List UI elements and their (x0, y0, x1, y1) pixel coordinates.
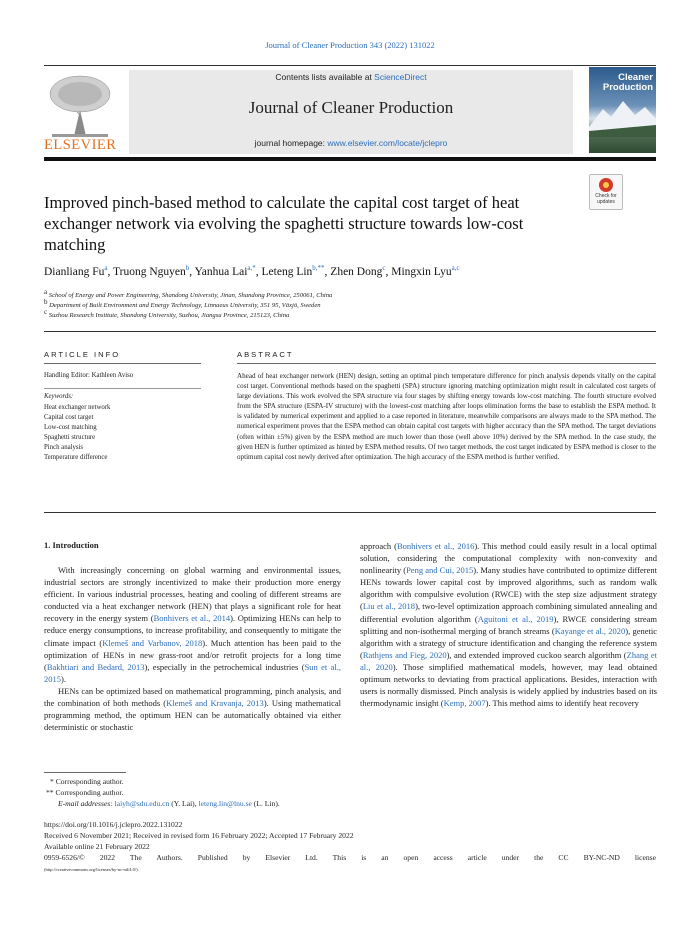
citation-link[interactable]: Bonhivers et al., 2014 (153, 613, 231, 624)
keywords-label: Keywords: (44, 393, 74, 400)
elsevier-wordmark: ELSEVIER (44, 137, 117, 153)
email-link-lai[interactable]: laiyh@sdu.edu.cn (114, 799, 170, 808)
doi-link[interactable]: https://doi.org/10.1016/j.jclepro.2022.131022 (44, 820, 183, 829)
check-updates-label: Check for updates (595, 193, 617, 205)
body-column-right (360, 540, 657, 709)
citation-link[interactable]: Klemeš and Kravanja, 2013 (166, 698, 264, 709)
author-name: Truong Nguyen (113, 266, 186, 278)
check-updates-icon (599, 178, 613, 192)
author-affiliation-marker[interactable]: b,** (312, 264, 325, 273)
citation-link[interactable]: Zhang et al., 2020 (360, 649, 657, 672)
received-dates: Received 6 November 2021; Received in revised form 16 February 2022; Accepted 17 February 2022 (44, 831, 354, 840)
corresponding-author-2: ** Corresponding author. (46, 788, 124, 797)
citation-link[interactable]: Bonhivers et al., 2016 (396, 541, 475, 551)
body-column-left (44, 564, 341, 733)
citation-link[interactable]: Liu et al., 2018 (362, 601, 416, 612)
available-online: Available online 21 February 2022 (44, 842, 150, 851)
citation-link[interactable]: Kayange et al., 2020 (554, 625, 626, 636)
cover-mountain-image (589, 97, 656, 137)
author-affiliation-marker[interactable]: b (185, 264, 190, 273)
article-title: Improved pinch-based method to calculate the capital cost target of heat exchanger network via evolving the spaghetti structure towards low-cost matching (44, 193, 524, 254)
author-affiliation-marker[interactable]: c (382, 264, 386, 273)
citation-link[interactable]: Sun et al., 2015 (44, 661, 342, 684)
license-url-link[interactable]: (http://creativecommons.org/licenses/by-nc-nd/4.0/). (44, 867, 139, 872)
citation-link[interactable]: Peng and Cui, 2015 (406, 565, 474, 576)
license-statement: 0959-6526/© 2022 The Authors. Published by Elsevier Ltd. This is an open access article under the CC BY-NC-ND license (44, 853, 656, 862)
affiliation-divider (44, 331, 656, 332)
homepage-prefix: journal homepage: (254, 138, 328, 148)
keyword: Heat exchanger network (44, 404, 111, 411)
intro-paragraph-1: With increasingly concerning on global warming and environmental issues, industrial sectors are strongly incentivized to make their production more energy efficient. In various industrial processes, heating and cooling of different streams are conducted via a heat exchanger network (HEN) that plays a significant role for heat recovery in the energy system (Bonhivers et al., 2014). Optimizing HENs can help to reduce energy consumptions, to increase profitability, and consequently to mitigate the climate impact (Klemeš and Varbanov, 2018). Much attention has been paid to the optimization of HENs in new grass-root and/or retrofit projects for a long time (Bakhtiari and Bedard, 2013), especially in the petrochemical industries (Sun et al., 2015). (44, 565, 342, 684)
intro-paragraph-2: HENs can be optimized based on mathematical programming, pinch analysis, and the combination of both methods (Klemeš and Kravanja, 2013). Using mathematical programming method, the optimum HEN can be automatically obtained via either deterministic or stochastic (44, 685, 342, 733)
author-name: Mingxin Lyu (391, 266, 452, 278)
corresponding-author-1: * Corresponding author. (50, 777, 124, 786)
author-affiliation-marker[interactable]: a,c (451, 264, 460, 273)
keyword: Temperature difference (44, 454, 108, 461)
check-for-updates-badge[interactable] (589, 174, 623, 210)
keyword: Capital cost target (44, 414, 94, 421)
contents-prefix: Contents lists available at (275, 72, 375, 82)
journal-homepage-line (129, 138, 573, 148)
affiliation-a: $^a$ School of Energy and Power Engineering, Shandong University, Jinan, Shandong Province, 250061, China (44, 288, 333, 300)
affiliation-b: $^b$ Department of Built Environment and Energy Technology, Linnaeus University, 351 95, Växjö, Sweden (44, 298, 321, 310)
header-bottom-rule (44, 157, 656, 161)
author-list: Dianliang Fu$^a$, Truong Nguyen$^b$, Yanhua Lai$^{a,*}$, Leteng Lin$^{b,**}$, Zhen Dong$^c$, Mingxin Lyu$^{a,c}$ (44, 264, 460, 278)
sciencedirect-link[interactable]: ScienceDirect (374, 72, 427, 82)
author-name: Yanhua Lai (194, 266, 248, 278)
email-link-lin[interactable]: leteng.lin@lnu.se (198, 799, 252, 808)
keyword: Spaghetti structure (44, 434, 96, 441)
author-name: Zhen Dong (330, 266, 383, 278)
citation-link[interactable]: Aguitoni et al., 2019 (477, 613, 554, 624)
abstract-rule (237, 363, 656, 364)
section-heading-introduction: 1. Introduction (44, 540, 99, 550)
author-affiliation-marker[interactable]: a,* (247, 264, 256, 273)
contents-line (129, 72, 573, 82)
email-label: E-mail addresses: (58, 799, 115, 808)
handling-editor: Handling Editor: Kathleen Aviso (44, 372, 134, 379)
author-affiliation-marker[interactable]: a (104, 264, 108, 273)
abstract-text: Ahead of heat exchanger network (HEN) design, setting an optimal pinch temperature difference for pinch analysis depends vitally on the capital cost target. Conventional methods based on the spaghetti (SPA) structure ignoring matching optimization might result in calculated cost targets of large deviations. This work evolved the SPA structure via four stages by shifting energy towards low-cost matching. The fourth structure evolved from the SPA structure (ESPA-IV structure) with the lowest-cost matching after loops elimination forms the base to establish the ESPA method. It is validated by numerical experiment and applied to a case reported in literature, meanwhile comparisons are always made to the SPA method. The numerical experiment proves that the ESPA method can obtain capital cost targets with higher accuracy than the SPA method. The target deviations (often within ±5%) given by the ESPA method are much lower than those (well above 10%) derived by the SPA method. In the case study, the given HEN is further optimized as hinted by ESPA method results. Of two target methods, the cost target indicated by ESPA method is closer to the optimum capital cost newly derived after optimization. The high accuracy of the ESPA method is further verified. (237, 372, 656, 461)
keywords-rule (44, 388, 201, 389)
header-top-rule (44, 65, 656, 66)
footnote-rule (44, 772, 126, 773)
keyword: Low-cost matching (44, 424, 97, 431)
abstract-heading: ABSTRACT (237, 350, 294, 359)
keyword: Pinch analysis (44, 444, 84, 451)
journal-citation[interactable]: Journal of Cleaner Production 343 (2022) 131022 (265, 40, 435, 50)
citation-link[interactable]: Bakhtiari and Bedard, 2013 (46, 661, 145, 672)
journal-cover-thumbnail[interactable] (589, 67, 656, 153)
affiliation-c: $^c$ Suzhou Research Institute, Shandong University, Suzhou, Jiangsu Province, 215123, China (44, 308, 290, 320)
homepage-link[interactable]: www.elsevier.com/locate/jclepro (327, 138, 448, 148)
author-name: Dianliang Fu (44, 266, 105, 278)
article-info-rule (44, 363, 201, 364)
citation-link[interactable]: Rathjens and Fieg, 2020 (362, 649, 447, 660)
keywords-list (44, 403, 110, 463)
citation-link[interactable]: Kemp, 2007 (443, 698, 486, 709)
citation-link[interactable]: Klemeš and Varbanov, 2018 (102, 637, 203, 648)
article-info-heading: ARTICLE INFO (44, 350, 121, 359)
author-name: Leteng Lin (261, 266, 313, 278)
abstract-bottom-divider (44, 512, 656, 513)
cover-title: Cleaner Production (602, 72, 653, 93)
email-addresses: E-mail addresses: laiyh@sdu.edu.cn (Y. Lai), leteng.lin@lnu.se (L. Lin). (58, 799, 280, 808)
journal-title: Journal of Cleaner Production (248, 98, 454, 117)
intro-paragraph-3: approach (Bonhivers et al., 2016). This method could easily result in a local optimal solution, considering the computational complexity with non-convexity and nonlinearity (Peng and Cui, 2015). Many studies have contributed to optimize different HENs towards lower capital cost by improved algorithms, such as random walk algorithm with compulsive evolution (RWCE) with the step size adjustment strategy (Liu et al., 2018), two-level optimization approach combining simulated annealing and differential evolution algorithm (Aguitoni et al., 2019), RWCE considering stream splitting and non-isothermal merging of branch streams (Kayange et al., 2020), genetic algorithm with a strategy of structure identification and changing the reference system (Rathjens and Fieg, 2020), and extended improved cuckoo search algorithm (Zhang et al., 2020). Those simplified mathematical models, however, may lead obtained optimum networks to deviating from practical applications. Besides, interaction with users is normally dismissed. Pinch analysis is widely applied by industries based on its thermodynamic insight (Kemp, 2007). This method aims to identify heat recovery (360, 541, 658, 709)
